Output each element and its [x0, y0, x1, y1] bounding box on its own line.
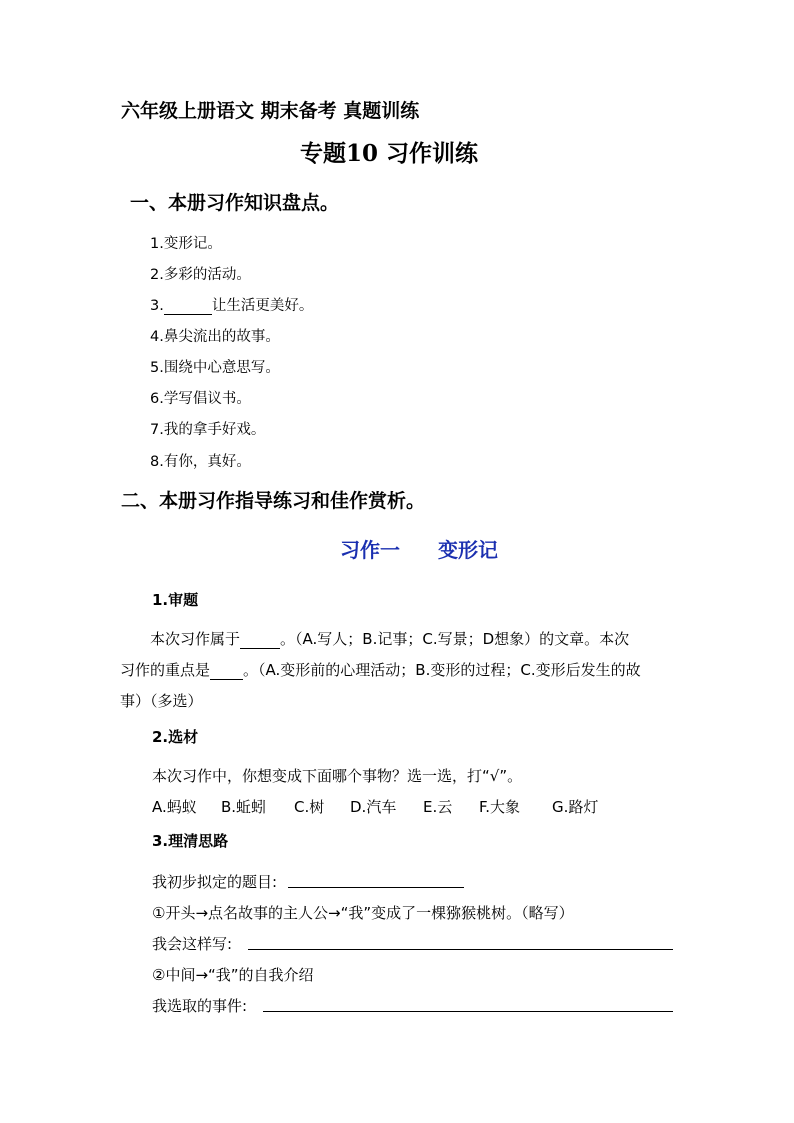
fill-blank[interactable]	[164, 298, 212, 315]
list-item: 6.学写倡议书。	[150, 391, 251, 407]
list-item: 1.变形记。	[150, 236, 222, 252]
essay-title	[0, 534, 794, 563]
question-line	[150, 628, 629, 649]
event-answer-line[interactable]	[263, 1011, 673, 1012]
step-heading-review: 1.审题	[152, 591, 199, 609]
fill-blank[interactable]	[210, 661, 243, 680]
write-prompt: 我会这样写:	[152, 935, 233, 953]
option-item[interactable]: B.蚯蚓	[221, 798, 267, 816]
question-line: 事）（多选）	[120, 692, 203, 710]
step-heading-outline: 3.理清思路	[152, 832, 229, 850]
step-heading-material: 2.选材	[152, 728, 199, 746]
option-item[interactable]: C.树	[294, 798, 325, 816]
title-prompt: 我初步拟定的题目:	[152, 873, 278, 891]
list-item: 8.有你，真好。	[150, 454, 251, 470]
list-item-number: 3.	[150, 298, 164, 314]
fill-blank[interactable]	[240, 630, 280, 649]
question-text: 。（A.写人；B.记事；C.写景；D想象）的文章。本次	[280, 630, 630, 648]
section-heading-knowledge: 一、本册习作知识盘点。	[130, 192, 340, 214]
option-item[interactable]: D.汽车	[350, 798, 397, 816]
question-text: 。（A.变形前的心理活动；B.变形的过程；C.变形后发生的故	[243, 661, 641, 679]
essay-title-topic: 变形记	[438, 538, 498, 562]
list-item: 7.我的拿手好戏。	[150, 422, 266, 438]
outline-opening: ①开头→点名故事的主人公→“我”变成了一棵猕猴桃树。（略写）	[152, 904, 574, 922]
question-text: 习作的重点是	[120, 661, 211, 679]
document-title: 专题10 习作训练	[299, 140, 478, 167]
list-item: 2.多彩的活动。	[150, 267, 251, 283]
material-prompt: 本次习作中，你想变成下面哪个事物？选一选，打“√”。	[152, 767, 523, 785]
outline-middle: ②中间→“我”的自我介绍	[152, 966, 314, 984]
title-answer-line[interactable]	[288, 887, 464, 888]
option-item[interactable]: A.蚂蚁	[152, 798, 197, 816]
event-prompt: 我选取的事件:	[152, 997, 248, 1015]
document-subtitle: 六年级上册语文 期末备考 真题训练	[121, 100, 420, 122]
list-item: 4.鼻尖流出的故事。	[150, 329, 280, 345]
list-item: 5.围绕中心意思写。	[150, 360, 280, 376]
option-item[interactable]: F.大象	[479, 798, 520, 816]
list-item	[150, 294, 313, 315]
question-line	[120, 659, 641, 680]
question-text: 本次习作属于	[150, 630, 241, 648]
write-answer-line[interactable]	[248, 949, 673, 950]
list-item-text: 让生活更美好。	[211, 298, 314, 314]
essay-title-number: 习作一	[340, 538, 400, 562]
option-item[interactable]: G.路灯	[552, 798, 599, 816]
section-heading-guidance: 二、本册习作指导练习和佳作赏析。	[121, 490, 426, 512]
option-item[interactable]: E.云	[423, 798, 453, 816]
